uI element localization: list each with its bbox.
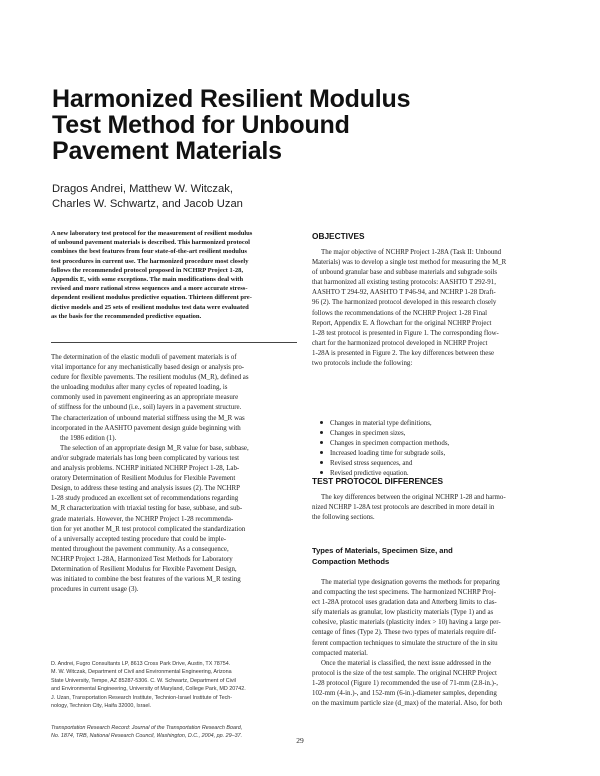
journal-citation xyxy=(51,724,301,741)
types-text xyxy=(312,578,558,709)
abstract-line: A new laboratory test protocol for the measurement of resilient modulus xyxy=(51,230,253,237)
bullet-icon xyxy=(320,451,323,454)
body-line: compacted material. xyxy=(312,649,368,657)
author-affiliations xyxy=(51,660,301,710)
body-line: commonly used in pavement engineering as an appropriate measure xyxy=(51,394,239,402)
body-line: 1-28 test protocol is presented in Figure 1. The corresponding flow- xyxy=(312,329,499,337)
body-line: ect 1-28A protocol uses gradation data and Atterberg limits to clas- xyxy=(312,599,497,607)
body-line: Materials) was to develop a single test method for measuring the M_R xyxy=(312,259,507,267)
bullet-icon xyxy=(320,471,323,474)
body-line: 1-28A is presented in Figure 2. The key differences between these xyxy=(312,349,495,357)
body-line: M_R characterization with triaxial testing for base, subbase, and sub- xyxy=(51,505,243,513)
author-list xyxy=(52,182,372,212)
citation-line: Transportation Research Record: Journal of the Transportation Research Board, xyxy=(51,725,243,731)
body-line: cedure for flexible pavements. The resilient modulus (M_R), defined as xyxy=(51,374,249,382)
article-title xyxy=(52,86,412,164)
subheading-line: Types of Materials, Specimen Size, and xyxy=(312,546,453,555)
footnote-line: and Environmental Engineering, University of Maryland, College Park, MD 20742. xyxy=(51,686,246,693)
differences-heading: TEST PROTOCOL DIFFERENCES xyxy=(312,476,444,486)
footnote-line: D. Andrei, Fugro Consultants LP, 8613 Cross Park Drive, Austin, TX 78754. xyxy=(51,661,231,667)
body-line: cohesive, plastic materials (plasticity index > 10) having a large per- xyxy=(312,619,501,627)
abstract-line: revised and more rational stress sequences and a more accurate stress- xyxy=(51,285,248,293)
body-line: procedures in current usage (3). xyxy=(51,586,139,594)
citation-line: No. 1874, TRB, National Research Council, Washington, D.C., 2004, pp. 29–37. xyxy=(51,733,243,740)
body-line: and analysis problems. NCHRP initiated NCHRP Project 1-28, Lab- xyxy=(51,465,240,473)
types-heading xyxy=(312,546,453,567)
body-line: follows the recommendations of the NCHRP Project 1-28 Final xyxy=(312,309,488,317)
body-line: and/or subgrade materials has long been complicated by various test xyxy=(51,454,240,462)
list-item: Revised stress sequences, and xyxy=(320,459,550,469)
body-line: 1-28 study produced an excellent set of recommendations regarding xyxy=(51,495,239,503)
body-line: of stiffness for the unbound (i.e., soil) layers in a pavement structure. xyxy=(51,404,242,412)
body-line: mented throughout the pavement community. As a consequence, xyxy=(51,545,229,553)
body-line: oratory Determination of Resilient Modulus for Flexible Pavement xyxy=(51,475,236,483)
abstract-line: dependent resilient modulus predictive equation. Thirteen different pre- xyxy=(51,294,252,302)
abstract-line: of unbound pavement materials is described. This harmonized protocol xyxy=(51,239,250,247)
abstract-divider xyxy=(51,342,297,343)
body-line: two protocols include the following: xyxy=(312,360,413,368)
list-item: Changes in specimen sizes, xyxy=(320,429,550,439)
differences-text xyxy=(312,493,558,523)
body-line: Once the material is classified, the next issue addressed in the xyxy=(321,659,492,667)
body-line: The selection of an appropriate design M_R value for base, subbase, xyxy=(60,444,249,452)
bullet-icon xyxy=(320,421,323,424)
body-line: was initiated to combine the best features of the various M_R testing xyxy=(51,576,241,584)
authors-line-1: Dragos Andrei, Matthew W. Witczak, xyxy=(52,183,233,195)
body-line: 1-28 protocol (Figure 1) recommended the use of 71-mm (2.8-in.)-, xyxy=(312,679,498,687)
page-number: 29 xyxy=(296,736,304,745)
body-line: The characterization of unbound material stiffness using the M_R was xyxy=(51,414,245,422)
bullet-icon xyxy=(320,431,323,434)
list-item: Changes in material type definitions, xyxy=(320,419,550,429)
body-line: The determination of the elastic moduli of pavement materials is of xyxy=(51,354,237,361)
bullet-icon xyxy=(320,441,323,444)
body-line: of unbound granular base and subbase materials and subgrade soils xyxy=(312,269,498,277)
objectives-heading: OBJECTIVES xyxy=(312,231,365,241)
body-line: 96 (2). The harmonized protocol developed in this research closely xyxy=(312,299,497,307)
abstract-line: Appendix E, with some exceptions. The main modifications deal with xyxy=(51,276,244,284)
body-line: and compacting the test specimens. The harmonized NCHRP Proj- xyxy=(312,589,496,597)
footnote-line: nology, Technion City, Haifa 32000, Israel. xyxy=(51,703,152,710)
body-line: on the maximum particle size (d_max) of the material. Also, for both xyxy=(312,700,503,708)
list-item: Changes in specimen compaction methods, xyxy=(320,439,550,449)
body-line: of a universally accepted testing procedure that could be imple- xyxy=(51,535,227,543)
body-line: nized NCHRP 1-28A test protocols are described in more detail in xyxy=(312,504,495,512)
body-line: the unloading modulus after many cycles of repeated loading, is xyxy=(51,384,228,392)
body-line: ferent compaction techniques to simulate the structure of the in situ xyxy=(312,639,498,647)
abstract-line: test procedures in current use. The harmonized procedure most closely xyxy=(51,257,249,265)
body-line: 102-mm (4-in.)-, and 152-mm (6-in.)-diameter samples, depending xyxy=(312,690,497,698)
body-line: The key differences between the original NCHRP 1-28 and harmo- xyxy=(321,494,506,501)
body-line: Report, Appendix E. A flowchart for the original NCHRP Project xyxy=(312,319,492,327)
body-line: The material type designation governs the methods for preparing xyxy=(321,579,500,586)
footnote-line: M. W. Witczak, Department of Civil and Environmental Engineering, Arizona xyxy=(51,669,232,676)
body-line: tion for yet another M_R test protocol complicated the standardization xyxy=(51,525,246,533)
title-line-1: Harmonized Resilient Modulus xyxy=(52,85,411,113)
body-line: Determination of Resilient Modulus for Flexible Pavement Design, xyxy=(51,565,237,573)
body-line: grade materials. However, the NCHRP Project 1-28 recommenda- xyxy=(51,515,234,523)
abstract-line: as the basis for the recommended predictive equation. xyxy=(51,312,202,320)
objectives-text xyxy=(312,248,558,369)
body-line: centage of fines (Type 2). These two types of materials require dif- xyxy=(312,629,497,637)
body-line: protocol is the size of the test sample. The original NCHRP Project xyxy=(312,669,497,677)
body-line: sify materials as granular, low plasticity materials (Type 1) and as xyxy=(312,609,494,617)
body-line: NCHRP Project 1-28A, Harmonized Test Methods for Laboratory xyxy=(51,555,233,563)
subheading-line: Compaction Methods xyxy=(312,556,390,566)
footnote-line: State University, Tempe, AZ 85287-5306. C. W. Schwartz, Department of Civil xyxy=(51,677,236,684)
introduction-text xyxy=(51,353,297,595)
differences-list xyxy=(320,419,550,480)
title-line-3: Pavement Materials xyxy=(52,137,282,165)
body-line: The major objective of NCHRP Project 1-28A (Task II: Unbound xyxy=(321,249,502,256)
list-item: Revised predictive equation. xyxy=(320,469,550,479)
bullet-icon xyxy=(320,461,323,464)
abstract-line: dictive models and 25 sets of resilient modulus test data were evaluated xyxy=(51,303,249,311)
body-line: that harmonized all existing testing protocols: AASHTO T 292-91, xyxy=(312,279,496,287)
authors-line-2: Charles W. Schwartz, and Jacob Uzan xyxy=(52,198,243,210)
body-line: Design, to address these testing and analysis issues (2). The NCHRP xyxy=(51,485,240,493)
abstract-line: combines the best features from four state-of-the-art resilient modulus xyxy=(51,248,247,256)
title-line-2: Test Method for Unbound xyxy=(52,111,350,139)
body-line: vital importance for any mechanistically based design or analysis pro- xyxy=(51,364,245,372)
body-line: AASHTO T 294-92, AASHTO T P46-94, and NCHRP 1-28 Draft- xyxy=(312,289,496,297)
footnote-line: J. Uzan, Transportation Research Institute, Technion-Israel Institute of Tech- xyxy=(51,694,233,701)
body-line: the 1986 edition (1). xyxy=(60,434,117,442)
body-line: the following sections. xyxy=(312,514,375,522)
abstract-line: follows the recommended protocol proposed in NCHRP Project 1-28, xyxy=(51,266,244,274)
body-line: incorporated in the AASHTO pavement design guide beginning with xyxy=(51,424,241,432)
body-line: chart for the harmonized protocol developed in NCHRP Project xyxy=(312,339,488,347)
abstract xyxy=(51,229,297,321)
list-item: Increased loading time for subgrade soils, xyxy=(320,449,550,459)
